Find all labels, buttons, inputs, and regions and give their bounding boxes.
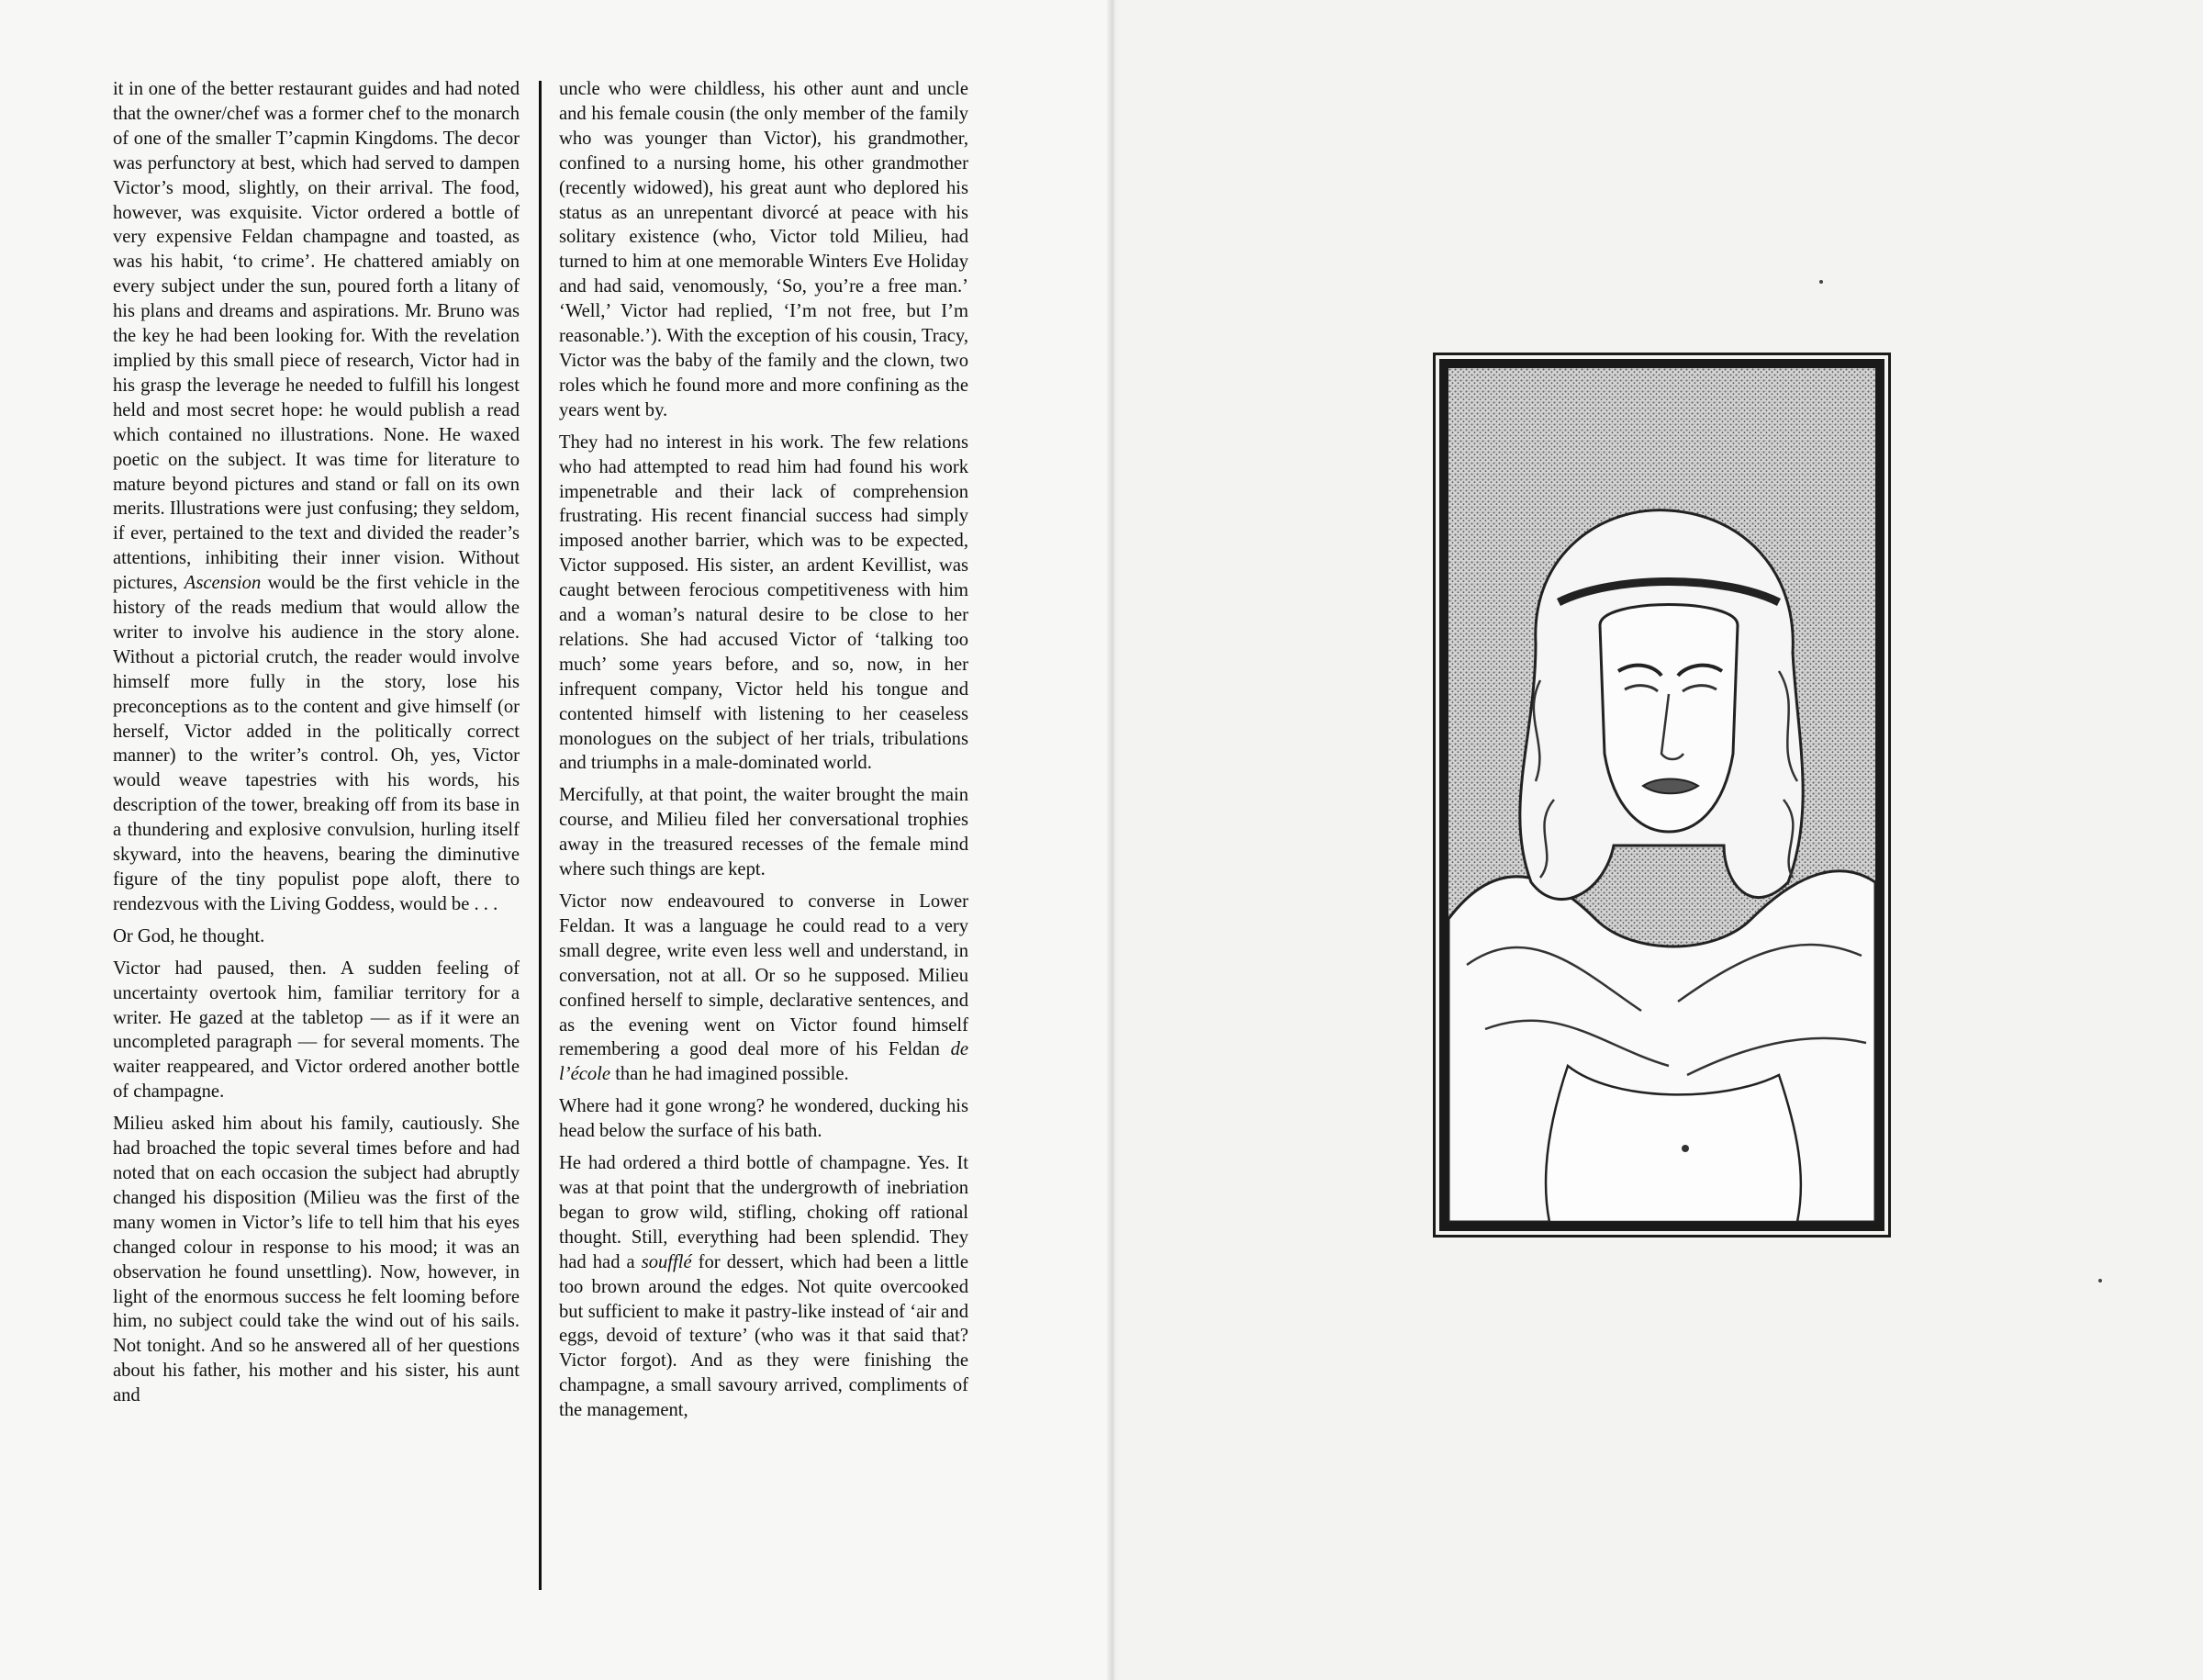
face bbox=[1600, 605, 1738, 833]
paragraph-text: than he had imagined possible. bbox=[615, 1064, 849, 1085]
paragraph: Mercifully, at that point, the waiter brought the main course, and Milieu filed her conversational trophies away in the treasured recesses of the female mind where such things are kept. bbox=[559, 785, 968, 880]
illustration-drawing bbox=[1448, 368, 1875, 1222]
paragraph: Milieu asked him about his family, cautiously. She had broached the topic several times before and had noted that on each occasion the subject had abruptly changed his disposition (Milieu was the first of the many women in Victor’s life to tell him that his eyes changed colour in response to his mood; it was an observation he found unsettling). Now, however, in light of the enormous success he felt looming before him, no subject could take the wind out of his sails. Not tonight. And so he answered all of her questions about his father, his mother and his sister, his aunt and bbox=[113, 1114, 520, 1406]
paragraph-text: Victor now endeavoured to converse in Lower Feldan. It was a language he could read to a very small degree, write even less well and understand, in conversation, not at all. Or so he supposed. Milieu confined herself to simple, declarative sentences, and as the evening went on Victor found himself remembering a good deal more of his Feldan bbox=[559, 891, 968, 1060]
paragraph: They had no interest in his work. The few relations who had attempted to read him had found his work impenetrable and their lack of comprehension frustrating. His recent financial success had simply imposed another barrier, which was to be expected, Victor supposed. His sister, an ardent Kevillist, was caught between ferocious competitiveness with him and a woman’s natural desire to be close to her relations. She had accused Victor of ‘talking too much’ some years before, and so, now, in her infrequent company, Victor held his tongue and contented himself with listening to her ceaseless monologues on the subject of her trials, tribulations and triumphs in a male-dominated world. bbox=[559, 431, 968, 774]
paragraph: Or God, he thought. bbox=[113, 925, 265, 946]
paragraph: Where had it gone wrong? he wondered, ducking his head below the surface of his bath. bbox=[559, 1096, 968, 1142]
cloaked-figure-portrait-icon bbox=[1439, 359, 1884, 1231]
paragraph-text: Without pictures, bbox=[113, 548, 520, 594]
paragraph: uncle who were childless, his other aunt and uncle and his female cousin (the only member of the family who was younger than Victor), his grandmother, confined to a nursing home, his other grandmother (recently widowed), his great aunt who deplored his status as an unrepentant divorcé at peace with his solitary existence (who, Victor told Milieu, had turned to him at one memorable Winters Eve Holiday and had said, venomously, ‘So, you’re a free man.’ ‘Well,’ Victor had replied, ‘I’m not free, but I’m reasonable.’). With the exception of his cousin, Tracy, Victor was the baby of the family and the clown, two roles which he found more and more confining as the years went by. bbox=[559, 79, 968, 420]
paragraph bbox=[113, 77, 520, 917]
paragraph-text: it in one of the better restaurant guides and had noted that the owner/chef was a former chef to the monarch of one of the smaller T’capmin Kingdoms. The decor was perfunctory at best, which had served to dampen Victor’s mood, slightly, on their arrival. The food, however, was exquisite. Victor ordered a bottle of very expensive Feldan champagne and toasted, as was his habit, ‘to crime’. He chattered amiably on every subject under the sun, poured forth a litany of his plans and dreams and aspirations. Mr. Bruno was the key he had been looking for. With the revelation implied by this small piece of research, Victor had in his grasp the leverage he needed to fulfill his longest held and most secret hope: he would publish a read which contained no illustrations. None. He waxed poetic on the subject. It was time for literature to mature beyond pictures and stand or fall on its own merits. Illustrations were just confusing; they seldom, if ever, pertained to the text and divided the reader’s attentions, inhibiting their inner vision. bbox=[113, 79, 520, 569]
page-speck bbox=[2098, 1279, 2102, 1282]
paragraph-text: He had ordered a third bottle of champagne. Yes. It was at that point that the undergrowth of inebriation began to grow wild, stifling, choking off rational thought. Still, everything had been splendid. They had had a bbox=[559, 1153, 968, 1272]
text-column-left bbox=[113, 77, 520, 1416]
paragraph bbox=[559, 1151, 968, 1423]
paragraph bbox=[559, 890, 968, 1087]
italic-phrase: de l’école bbox=[559, 1039, 968, 1085]
paragraph-text: for dessert, which had been a little too brown around the edges. Not quite overcooked but sufficient to make it pastry-like instead of ‘air and eggs, devoid of texture’ (who was it that said that? Victor forgot). And as they were finishing the champagne, a small savoury arrived, compliments of the management, bbox=[559, 1251, 968, 1421]
column-divider bbox=[539, 81, 542, 1590]
book-gutter bbox=[1107, 0, 1120, 1680]
italic-word: soufflé bbox=[641, 1251, 692, 1272]
paragraph: Victor had paused, then. A sudden feeling of uncertainty overtook him, familiar territory for a writer. He gazed at the tabletop — as if it were an uncompleted paragraph — for several moments. The waiter reappeared, and Victor ordered another bottle of champagne. bbox=[113, 958, 520, 1103]
chest-detail bbox=[1682, 1145, 1689, 1152]
italic-title: Ascension bbox=[184, 573, 262, 594]
page-speck bbox=[1819, 280, 1823, 284]
text-column-right bbox=[559, 77, 968, 1430]
paragraph-text: would be the first vehicle in the history of the reads medium that would allow the writer to involve his audience in the story alone. Without a pictorial crutch, the reader would involve himself more fully in the story, lose his preconceptions as to the content and give himself (or herself, Victor added in the politically correct manner) to the writer’s control. Oh, yes, Victor would weave tapestries with his words, his description of the tower, breaking off from its base in a thundering and explosive convulsion, hurling itself skyward, into the heavens, bearing the diminutive figure of the tiny populist pope aloft, there to rendezvous with the Living Goddess, would be . . . bbox=[113, 573, 520, 914]
